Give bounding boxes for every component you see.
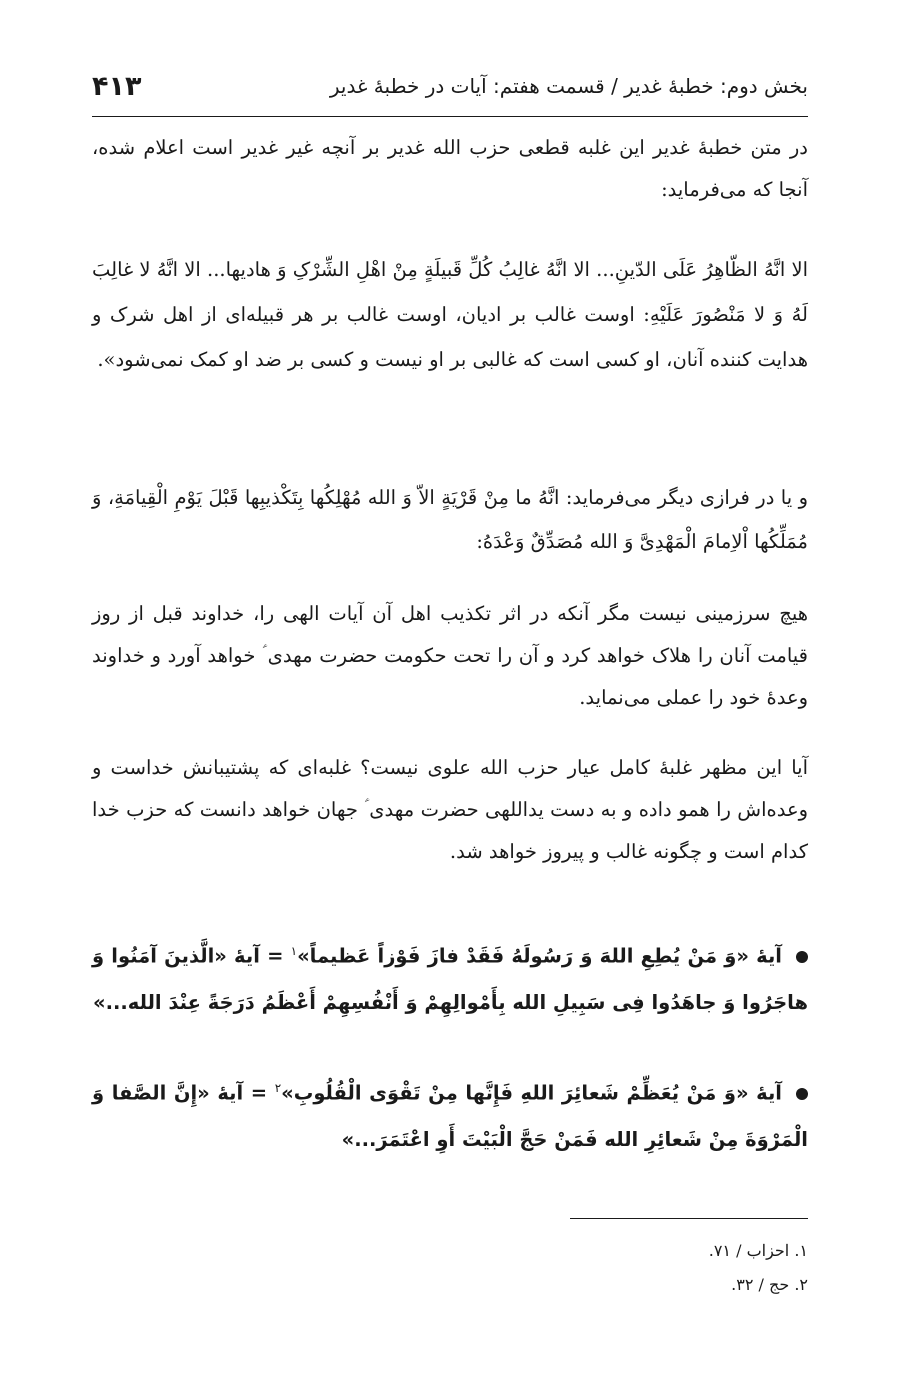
verse-bullet-2-continuation: = آیۀ «إِنَّ الصَّفا وَ الْمَرْوَةَ مِنْ شَعائِرِ الله فَمَنْ حَجَّ الْبَیْتَ أَوِ اعْتَمَرَ...» [92,1081,808,1151]
footnote-marker-2: ۲ [274,1081,282,1095]
paragraph-intro: در متن خطبۀ غدیر این غلبه قطعی حزب الله غدیر بر آنچه غیر غدیر است اعلام شده، آنجا که می‌فرماید: [92,136,808,201]
footnote-marker-1: ۱ [290,944,298,958]
bullet-icon [796,1088,808,1100]
paragraph-sermon-quote: الا انَّهُ الظّاهِرُ عَلَی الدّینِ... الا انَّهُ غالِبُ کُلِّ قَبیلَةٍ مِنْ اهْلِ الشِّرْکِ وَ هادیها... الا انَّهُ لا غالِبَ لَهُ وَ لا مَنْصُورَ عَلَیْهِ: اوست غالب بر ادیان، اوست غالب بر هر قبیله‌ای از اهل شرک و هدایت کننده آنان، او کسی است که غالبی بر او نیست و کسی بر ضد او کمک نمی‌شود». [92,258,808,371]
verse-bullet-1-text: آیۀ «وَ مَنْ یُطِعِ اللهَ وَ رَسُولَهُ فَقَدْ فازَ فَوْزاً عَظیماً» [297,944,782,968]
verse-bullet-2-text: آیۀ «وَ مَنْ یُعَظِّمْ شَعائِرَ اللهِ فَإِنَّها مِنْ تَقْوَی الْقُلُوبِ» [281,1081,782,1105]
footnote-rule [570,1218,808,1219]
paragraph-question: آیا این مظهر غلبۀ کامل عیار حزب الله علوی نیست؟ غلبه‌ای که پشتیبانش خداست و وعده‌اش را همو داده و به دست یداللهی حضرت مهدی ؑ جهان خواهد دانست که حزب خدا کدام است و چگونه غالب و پیروز خواهد شد. [92,756,808,863]
header-rule [92,116,808,117]
verse-bullet-1-continuation: = آیۀ «الَّذینَ آمَنُوا وَ هاجَرُوا وَ جاهَدُوا فِی سَبِیلِ الله بِأَمْوالِهِمْ وَ أَنْفُسِهِمْ أَعْظَمُ دَرَجَةً عِنْدَ الله...» [92,944,808,1014]
footnote-2: ۲. حج / ۳۲. [731,1275,808,1294]
page-number: ۴۱۳ [92,70,142,102]
paragraph-translation: هیچ سرزمینی نیست مگر آنکه در اثر تکذیب اهل آن آیات الهی را، خداوند قبل از روز قیامت آنان را هلاک خواهد کرد و آن را تحت حکومت حضرت مهدی ؑ خواهد آورد و خداوند وعدۀ خود را عملی می‌نماید. [92,602,808,709]
verse-bullet-1 [92,928,808,1026]
running-head: بخش دوم: خطبۀ غدیر / قسمت هفتم: آیات در خطبۀ غدیر [329,74,808,98]
footnote-1: ۱. احزاب / ۷۱. [708,1241,808,1260]
page-header [92,64,808,108]
bullet-icon [796,951,808,963]
verse-bullet-2 [92,1065,808,1163]
footnotes [560,1234,808,1302]
paragraph-second-quote: و یا در فرازی دیگر می‌فرماید: انَّهُ ما مِنْ قَرْیَةٍ الاّ وَ الله مُهْلِکُها بِتَکْذیبِها قَبْلَ یَوْمِ الْقِیامَةِ، وَ مُمَلِّکُها اْلاِمامَ الْمَهْدِیَّ وَ الله مُصَدِّقٌ وَعْدَهُ: [92,486,808,553]
